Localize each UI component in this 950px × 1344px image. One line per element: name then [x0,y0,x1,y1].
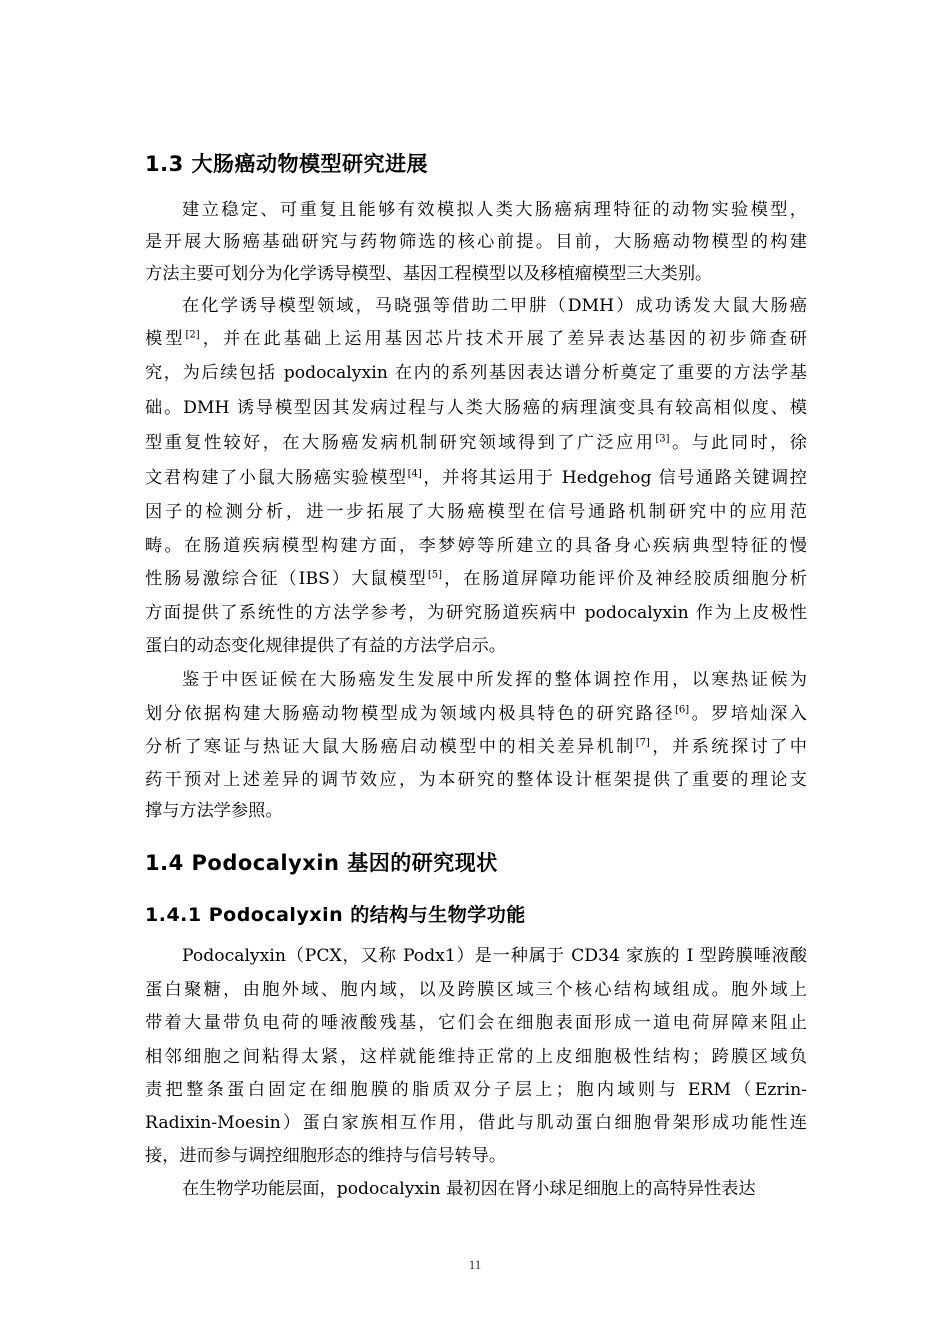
paragraph-line: 划分依据构建大肠癌动物模型成为领域内极具特色的研究路径[6]。罗培灿深入 [145,704,807,724]
paragraph-line: 蛋白聚糖，由胞外域、胞内域，以及跨膜区域三个核心结构域组成。胞外域上 [145,980,807,1000]
paragraph-line: Podocalyxin（PCX，又称 Podx1）是一种属于 CD34 家族的 I 型跨膜唾液酸 [182,946,807,966]
paragraph-line: 蛋白的动态变化规律提供了有益的方法学启示。 [145,636,506,656]
paragraph-line: 药干预对上述差异的调节效应，为本研究的整体设计框架提供了重要的理论支 [145,770,807,790]
paragraph-line: 鉴于中医证候在大肠癌发生发展中所发挥的整体调控作用，以寒热证候为 [182,670,807,690]
paragraph-line: 文君构建了小鼠大肠癌实验模型[4]，并将其运用于 Hedgehog 信号通路关键调控 [145,468,807,488]
citation-marker: [4] [407,468,422,480]
paragraph-line: 建立稳定、可重复且能够有效模拟人类大肠癌病理特征的动物实验模型， [182,200,807,220]
paragraph-line: 究，为后续包括 podocalyxin 在内的系列基因表达谱分析奠定了重要的方法学基 [145,363,807,383]
citation-marker: [2] [185,329,200,341]
paragraph-line: 因子的检测分析，进一步拓展了大肠癌模型在信号通路机制研究中的应用范 [145,502,807,522]
paragraph-line: 在化学诱导模型领域，马晓强等借助二甲肼（DMH）成功诱发大鼠大肠癌 [182,296,807,316]
paragraph-line: 方面提供了系统性的方法学参考，为研究肠道疾病中 podocalyxin 作为上皮极性 [145,603,807,623]
citation-marker: [5] [427,569,443,581]
paragraph-line: 性肠易激综合征（IBS）大鼠模型[5]，在肠道屏障功能评价及神经胶质细胞分析 [145,569,807,589]
paragraph-line: 在生物学功能层面，podocalyxin 最初因在肾小球足细胞上的高特异性表达 [182,1179,756,1199]
page-number: 11 [468,1257,482,1272]
paragraph-line: 接，进而参与调控细胞形态的维持与信号转导。 [145,1146,506,1166]
paragraph-line: 畴。在肠道疾病模型构建方面，李梦婷等所建立的具备身心疾病典型特征的慢 [145,536,807,556]
paragraph-line: 型重复性较好，在大肠癌发病机制研究领域得到了广泛应用[3]。与此同时，徐 [145,433,807,453]
section-heading-1-4: 1.4 Podocalyxin 基因的研究现状 [145,851,498,875]
paragraph-line: 责把整条蛋白固定在细胞膜的脂质双分子层上；胞内域则与 ERM（Ezrin- [145,1080,807,1100]
paragraph-line: 是开展大肠癌基础研究与药物筛选的核心前提。目前，大肠癌动物模型的构建 [145,232,807,252]
section-heading-1-3: 1.3 大肠癌动物模型研究进展 [145,152,429,176]
citation-marker: [7] [635,737,650,749]
citation-marker: [3] [655,433,670,445]
paragraph-line: 带着大量带负电荷的唾液酸残基，它们会在细胞表面形成一道电荷屏障来阻止 [145,1013,807,1033]
paragraph-line: 方法主要可划分为化学诱导模型、基因工程模型以及移植瘤模型三大类别。 [145,264,713,284]
paragraph-line: 模型[2]，并在此基础上运用基因芯片技术开展了差异表达基因的初步筛查研 [145,329,807,349]
citation-marker: [6] [675,704,690,716]
paragraph-line: 撑与方法学参照。 [145,801,283,821]
subsection-heading-1-4-1: 1.4.1 Podocalyxin 的结构与生物学功能 [145,904,526,926]
paragraph-line: 相邻细胞之间粘得太紧，这样就能维持正常的上皮细胞极性结构；跨膜区域负 [145,1047,807,1067]
paragraph-line: 础。DMH 诱导模型因其发病过程与人类大肠癌的病理演变具有较高相似度、模 [145,398,807,418]
paragraph-line: Radixin-Moesin）蛋白家族相互作用，借此与肌动蛋白细胞骨架形成功能性连 [145,1113,807,1133]
paragraph-line: 分析了寒证与热证大鼠大肠癌启动模型中的相关差异机制[7]，并系统探讨了中 [145,737,807,757]
